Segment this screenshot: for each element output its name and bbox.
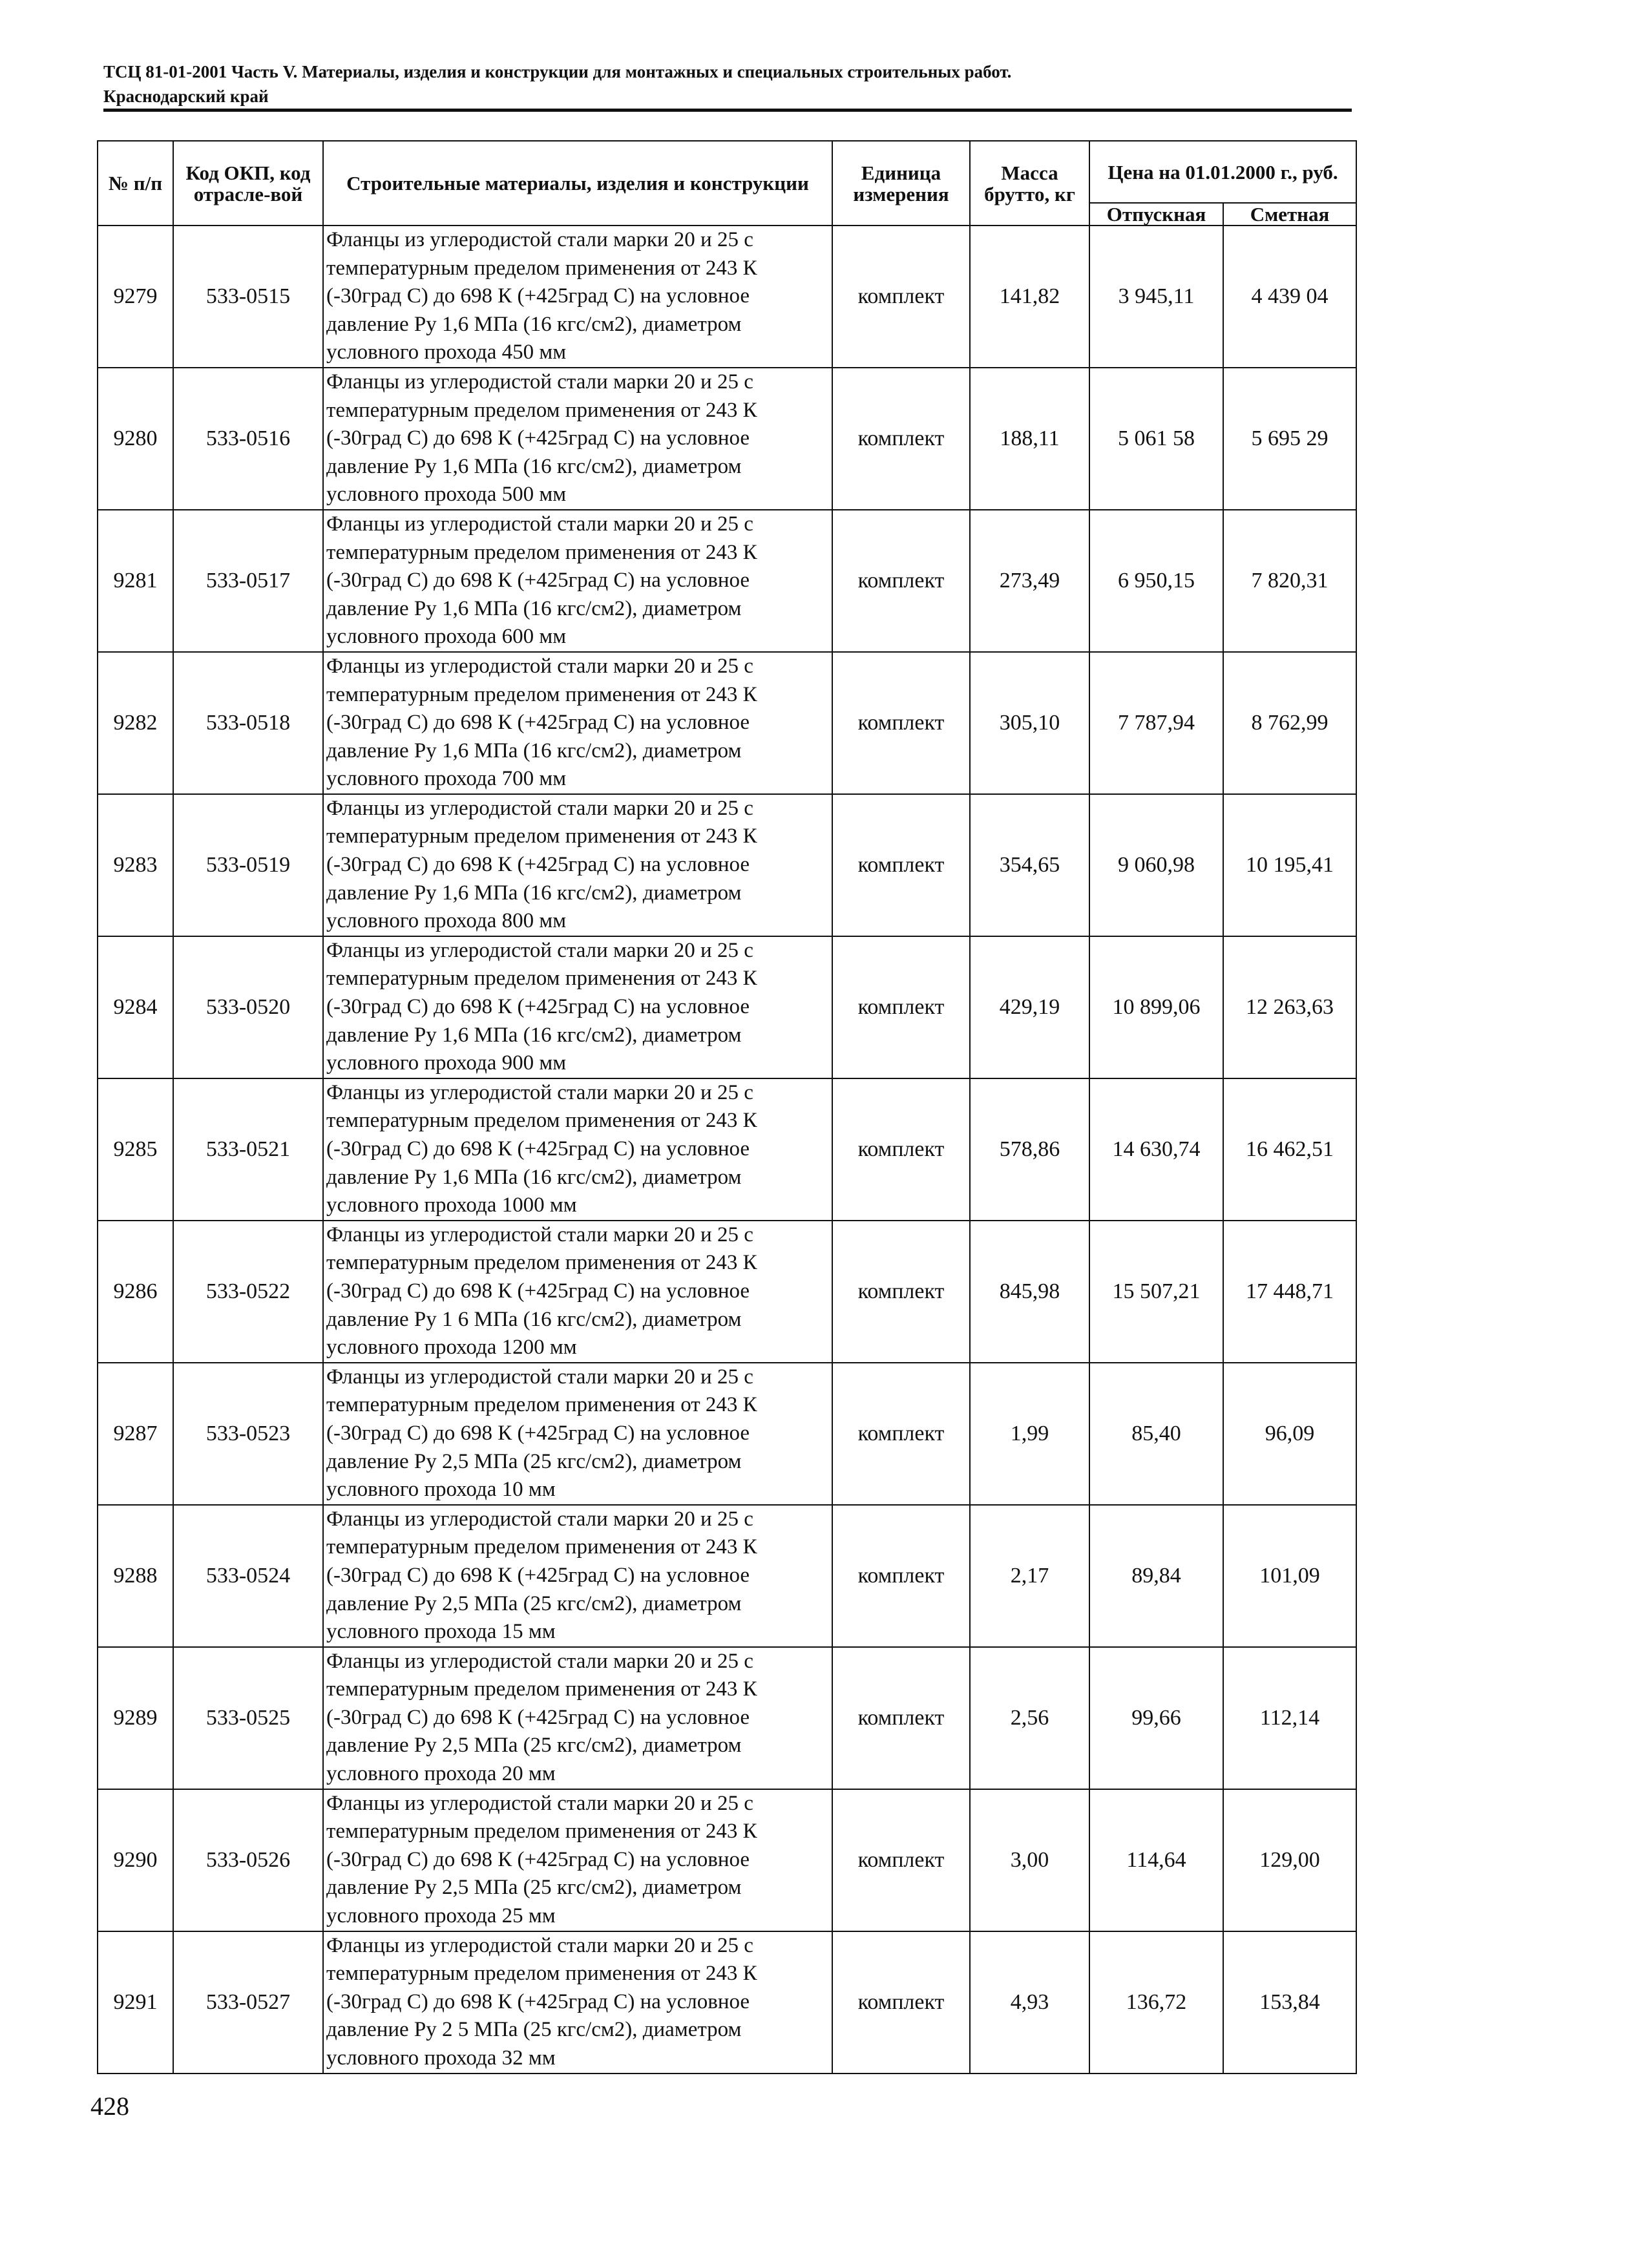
row-num: 9290 (98, 1789, 173, 1931)
row-code: 533-0521 (173, 1078, 323, 1221)
row-mass: 141,82 (970, 226, 1089, 368)
row-price-estimate: 101,09 (1223, 1505, 1356, 1647)
row-description: Фланцы из углеродистой стали марки 20 и 25 с температурным пределом применения от 243 К (-30град С) до 698 К (+425град С) на условное давление Ру 1 6 МПа (16 кгс/см2), диаметром условного прохода 1200 мм (323, 1221, 832, 1363)
row-num: 9291 (98, 1931, 173, 2074)
row-mass: 4,93 (970, 1931, 1089, 2074)
row-description: Фланцы из углеродистой стали марки 20 и 25 с температурным пределом применения от 243 К (-30град С) до 698 К (+425град С) на условное давление Ру 2,5 МПа (25 кгс/см2), диаметром условного прохода 25 мм (323, 1789, 832, 1931)
row-mass: 3,00 (970, 1789, 1089, 1931)
row-num: 9281 (98, 510, 173, 652)
row-mass: 429,19 (970, 936, 1089, 1078)
row-num: 9289 (98, 1647, 173, 1789)
row-price-release: 99,66 (1089, 1647, 1223, 1789)
row-price-release: 14 630,74 (1089, 1078, 1223, 1221)
header-unit: Единица измерения (832, 141, 970, 226)
row-code: 533-0522 (173, 1221, 323, 1363)
table-row (98, 1078, 1356, 1221)
row-description: Фланцы из углеродистой стали марки 20 и 25 с температурным пределом применения от 243 К (-30град С) до 698 К (+425град С) на условное давление Ру 2 5 МПа (25 кгс/см2), диаметром условного прохода 32 мм (323, 1931, 832, 2074)
row-description: Фланцы из углеродистой стали марки 20 и 25 с температурным пределом применения от 243 К (-30град С) до 698 К (+425град С) на условное давление Ру 2,5 МПа (25 кгс/см2), диаметром условного прохода 10 мм (323, 1363, 832, 1505)
row-price-release: 6 950,15 (1089, 510, 1223, 652)
row-code: 533-0515 (173, 226, 323, 368)
page-number: 428 (90, 2092, 129, 2121)
header-name: Строительные материалы, изделия и конструкции (323, 141, 832, 226)
row-mass: 578,86 (970, 1078, 1089, 1221)
row-description: Фланцы из углеродистой стали марки 20 и 25 с температурным пределом применения от 243 К (-30град С) до 698 К (+425град С) на условное давление Ру 1,6 МПа (16 кгс/см2), диаметром условного прохода 600 мм (323, 510, 832, 652)
row-unit: комплект (832, 794, 970, 936)
row-description: Фланцы из углеродистой стали марки 20 и 25 с температурным пределом применения от 243 К (-30град С) до 698 К (+425град С) на условное давление Ру 2,5 МПа (25 кгс/см2), диаметром условного прохода 15 мм (323, 1505, 832, 1647)
row-price-release: 89,84 (1089, 1505, 1223, 1647)
row-num: 9286 (98, 1221, 173, 1363)
row-description: Фланцы из углеродистой стали марки 20 и 25 с температурным пределом применения от 243 К (-30град С) до 698 К (+425град С) на условное давление Ру 1,6 МПа (16 кгс/см2), диаметром условного прохода 450 мм (323, 226, 832, 368)
row-price-estimate: 8 762,99 (1223, 652, 1356, 794)
row-code: 533-0516 (173, 368, 323, 510)
header-price-estimate: Сметная (1223, 203, 1356, 226)
row-unit: комплект (832, 1647, 970, 1789)
table-row (98, 1931, 1356, 2074)
row-unit: комплект (832, 1505, 970, 1647)
row-mass: 1,99 (970, 1363, 1089, 1505)
row-price-estimate: 17 448,71 (1223, 1221, 1356, 1363)
row-code: 533-0517 (173, 510, 323, 652)
row-price-release: 136,72 (1089, 1931, 1223, 2074)
row-unit: комплект (832, 226, 970, 368)
row-mass: 845,98 (970, 1221, 1089, 1363)
header-divider (103, 109, 1352, 112)
row-num: 9285 (98, 1078, 173, 1221)
table-row (98, 510, 1356, 652)
table-row (98, 794, 1356, 936)
row-description: Фланцы из углеродистой стали марки 20 и 25 с температурным пределом применения от 243 К (-30град С) до 698 К (+425град С) на условное давление Ру 1,6 МПа (16 кгс/см2), диаметром условного прохода 500 мм (323, 368, 832, 510)
region-title: Краснодарский край (103, 87, 269, 106)
row-price-release: 5 061 58 (1089, 368, 1223, 510)
table-row (98, 652, 1356, 794)
row-price-estimate: 129,00 (1223, 1789, 1356, 1931)
row-description: Фланцы из углеродистой стали марки 20 и 25 с температурным пределом применения от 243 К (-30град С) до 698 К (+425град С) на условное давление Ру 2,5 МПа (25 кгс/см2), диаметром условного прохода 20 мм (323, 1647, 832, 1789)
row-description: Фланцы из углеродистой стали марки 20 и 25 с температурным пределом применения от 243 К (-30град С) до 698 К (+425град С) на условное давление Ру 1,6 МПа (16 кгс/см2), диаметром условного прохода 800 мм (323, 794, 832, 936)
row-price-release: 85,40 (1089, 1363, 1223, 1505)
row-unit: комплект (832, 936, 970, 1078)
table-row (98, 1789, 1356, 1931)
row-price-estimate: 4 439 04 (1223, 226, 1356, 368)
row-code: 533-0519 (173, 794, 323, 936)
page-header (103, 59, 1357, 109)
row-num: 9284 (98, 936, 173, 1078)
row-code: 533-0518 (173, 652, 323, 794)
row-price-estimate: 112,14 (1223, 1647, 1356, 1789)
row-price-estimate: 16 462,51 (1223, 1078, 1356, 1221)
table-row (98, 1647, 1356, 1789)
row-description: Фланцы из углеродистой стали марки 20 и 25 с температурным пределом применения от 243 К (-30град С) до 698 К (+425град С) на условное давление Ру 1,6 МПа (16 кгс/см2), диаметром условного прохода 900 мм (323, 936, 832, 1078)
row-price-estimate: 12 263,63 (1223, 936, 1356, 1078)
row-description: Фланцы из углеродистой стали марки 20 и 25 с температурным пределом применения от 243 К (-30град С) до 698 К (+425град С) на условное давление Ру 1,6 МПа (16 кгс/см2), диаметром условного прохода 700 мм (323, 652, 832, 794)
row-num: 9280 (98, 368, 173, 510)
header-price-release: Отпускная (1089, 203, 1223, 226)
row-unit: комплект (832, 1789, 970, 1931)
table-row (98, 936, 1356, 1078)
table-row (98, 368, 1356, 510)
row-code: 533-0520 (173, 936, 323, 1078)
row-price-estimate: 10 195,41 (1223, 794, 1356, 936)
row-unit: комплект (832, 1221, 970, 1363)
document-title: ТСЦ 81-01-2001 Часть V. Материалы, изделия и конструкции для монтажных и специальных строительных работ. (103, 62, 1012, 81)
row-unit: комплект (832, 368, 970, 510)
row-price-estimate: 153,84 (1223, 1931, 1356, 2074)
row-code: 533-0524 (173, 1505, 323, 1647)
row-code: 533-0525 (173, 1647, 323, 1789)
row-price-estimate: 96,09 (1223, 1363, 1356, 1505)
row-mass: 2,17 (970, 1505, 1089, 1647)
row-description: Фланцы из углеродистой стали марки 20 и 25 с температурным пределом применения от 243 К (-30град С) до 698 К (+425град С) на условное давление Ру 1,6 МПа (16 кгс/см2), диаметром условного прохода 1000 мм (323, 1078, 832, 1221)
row-price-release: 114,64 (1089, 1789, 1223, 1931)
row-price-release: 10 899,06 (1089, 936, 1223, 1078)
header-mass: Масса брутто, кг (970, 141, 1089, 226)
row-unit: комплект (832, 510, 970, 652)
row-unit: комплект (832, 1363, 970, 1505)
row-num: 9279 (98, 226, 173, 368)
row-unit: комплект (832, 652, 970, 794)
row-unit: комплект (832, 1078, 970, 1221)
row-num: 9287 (98, 1363, 173, 1505)
row-num: 9283 (98, 794, 173, 936)
row-price-release: 7 787,94 (1089, 652, 1223, 794)
table-row (98, 1363, 1356, 1505)
row-mass: 354,65 (970, 794, 1089, 936)
row-price-estimate: 5 695 29 (1223, 368, 1356, 510)
header-price-group: Цена на 01.01.2000 г., руб. (1089, 141, 1356, 203)
table-row (98, 1221, 1356, 1363)
row-num: 9282 (98, 652, 173, 794)
row-code: 533-0527 (173, 1931, 323, 2074)
row-mass: 273,49 (970, 510, 1089, 652)
row-unit: комплект (832, 1931, 970, 2074)
header-num: № п/п (98, 141, 173, 226)
row-price-release: 3 945,11 (1089, 226, 1223, 368)
row-code: 533-0523 (173, 1363, 323, 1505)
row-mass: 305,10 (970, 652, 1089, 794)
table-row (98, 226, 1356, 368)
row-price-release: 9 060,98 (1089, 794, 1223, 936)
header-code: Код ОКП, код отрасле-вой (173, 141, 323, 226)
row-price-release: 15 507,21 (1089, 1221, 1223, 1363)
row-num: 9288 (98, 1505, 173, 1647)
row-mass: 188,11 (970, 368, 1089, 510)
price-table (97, 140, 1357, 2074)
row-mass: 2,56 (970, 1647, 1089, 1789)
table-row (98, 1505, 1356, 1647)
row-code: 533-0526 (173, 1789, 323, 1931)
row-price-estimate: 7 820,31 (1223, 510, 1356, 652)
